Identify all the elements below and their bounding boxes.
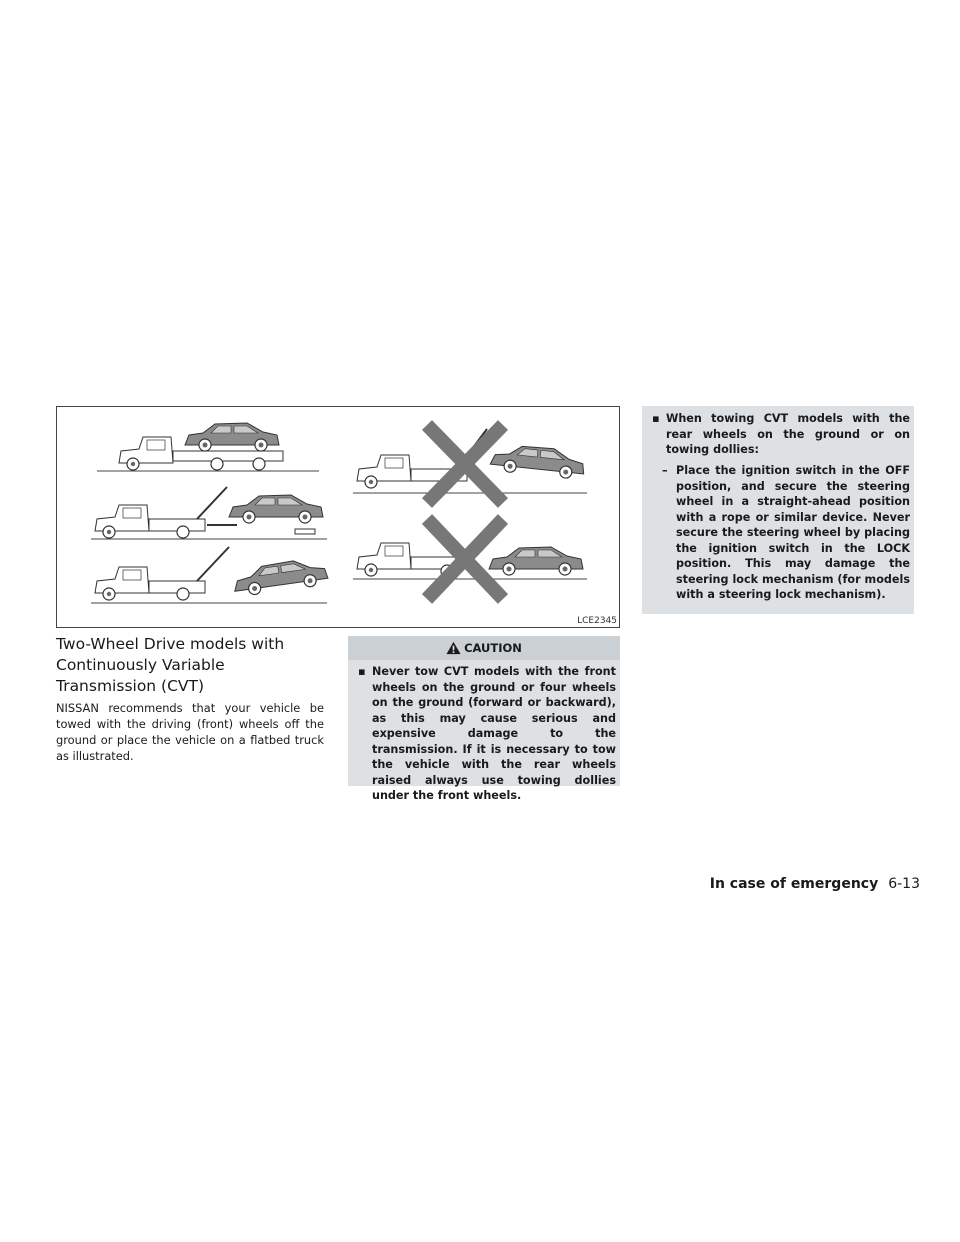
caution-label: CAUTION bbox=[464, 641, 522, 655]
bullet-marker: ▪ bbox=[358, 665, 366, 678]
caution-bullet bbox=[358, 664, 616, 804]
figure-code: LCE2345 bbox=[577, 616, 617, 626]
ignition-sub-item bbox=[662, 463, 910, 603]
towing-bullet-text: When towing CVT models with the rear wheels on the ground or on towing dollies: bbox=[666, 412, 910, 456]
title-line: Transmission (CVT) bbox=[56, 677, 205, 695]
footer-section: In case of emergency bbox=[709, 876, 879, 892]
page-footer bbox=[710, 876, 920, 892]
title-line: Two-Wheel Drive models with bbox=[56, 635, 285, 653]
steering-note-box bbox=[642, 406, 914, 614]
improper-towing-2 bbox=[353, 519, 587, 599]
section-title bbox=[56, 634, 326, 697]
intro-paragraph: NISSAN recommends that your vehicle be towed with the driving (front) wheels off the ground or place the vehicle on a flatbed truck as illustrated. bbox=[56, 701, 324, 763]
caution-header bbox=[348, 636, 620, 660]
warning-triangle-icon bbox=[446, 641, 461, 655]
rear-lift-towing bbox=[91, 547, 329, 603]
towing-illustration bbox=[56, 406, 620, 628]
flatbed-towing bbox=[97, 423, 319, 471]
wheel-lift-towing bbox=[91, 487, 327, 539]
bullet-marker: ▪ bbox=[652, 412, 660, 425]
title-line: Continuously Variable bbox=[56, 656, 225, 674]
towing-diagram bbox=[57, 407, 621, 629]
dash-marker: – bbox=[662, 464, 668, 477]
towing-bullet bbox=[652, 411, 910, 458]
improper-towing-1 bbox=[353, 425, 587, 503]
page-number: 6-13 bbox=[888, 876, 920, 892]
caution-text: Never tow CVT models with the front wheels on the ground or four wheels on the ground (forward or backward), as this may cause serious and expensive damage to the transmission. If it is necessary to tow the vehicle with the rear wheels raised always use towing dollies under the front wheels. bbox=[372, 665, 616, 802]
ignition-sub-text: Place the ignition switch in the OFF position, and secure the steering wheel in a straight-ahead position with a rope or similar device. Never secure the steering wheel by placing the ignition switch in the LOCK position. This may damage the steering lock mechanism (for models with a steering lock mechanism). bbox=[676, 464, 910, 601]
caution-box bbox=[348, 636, 620, 802]
